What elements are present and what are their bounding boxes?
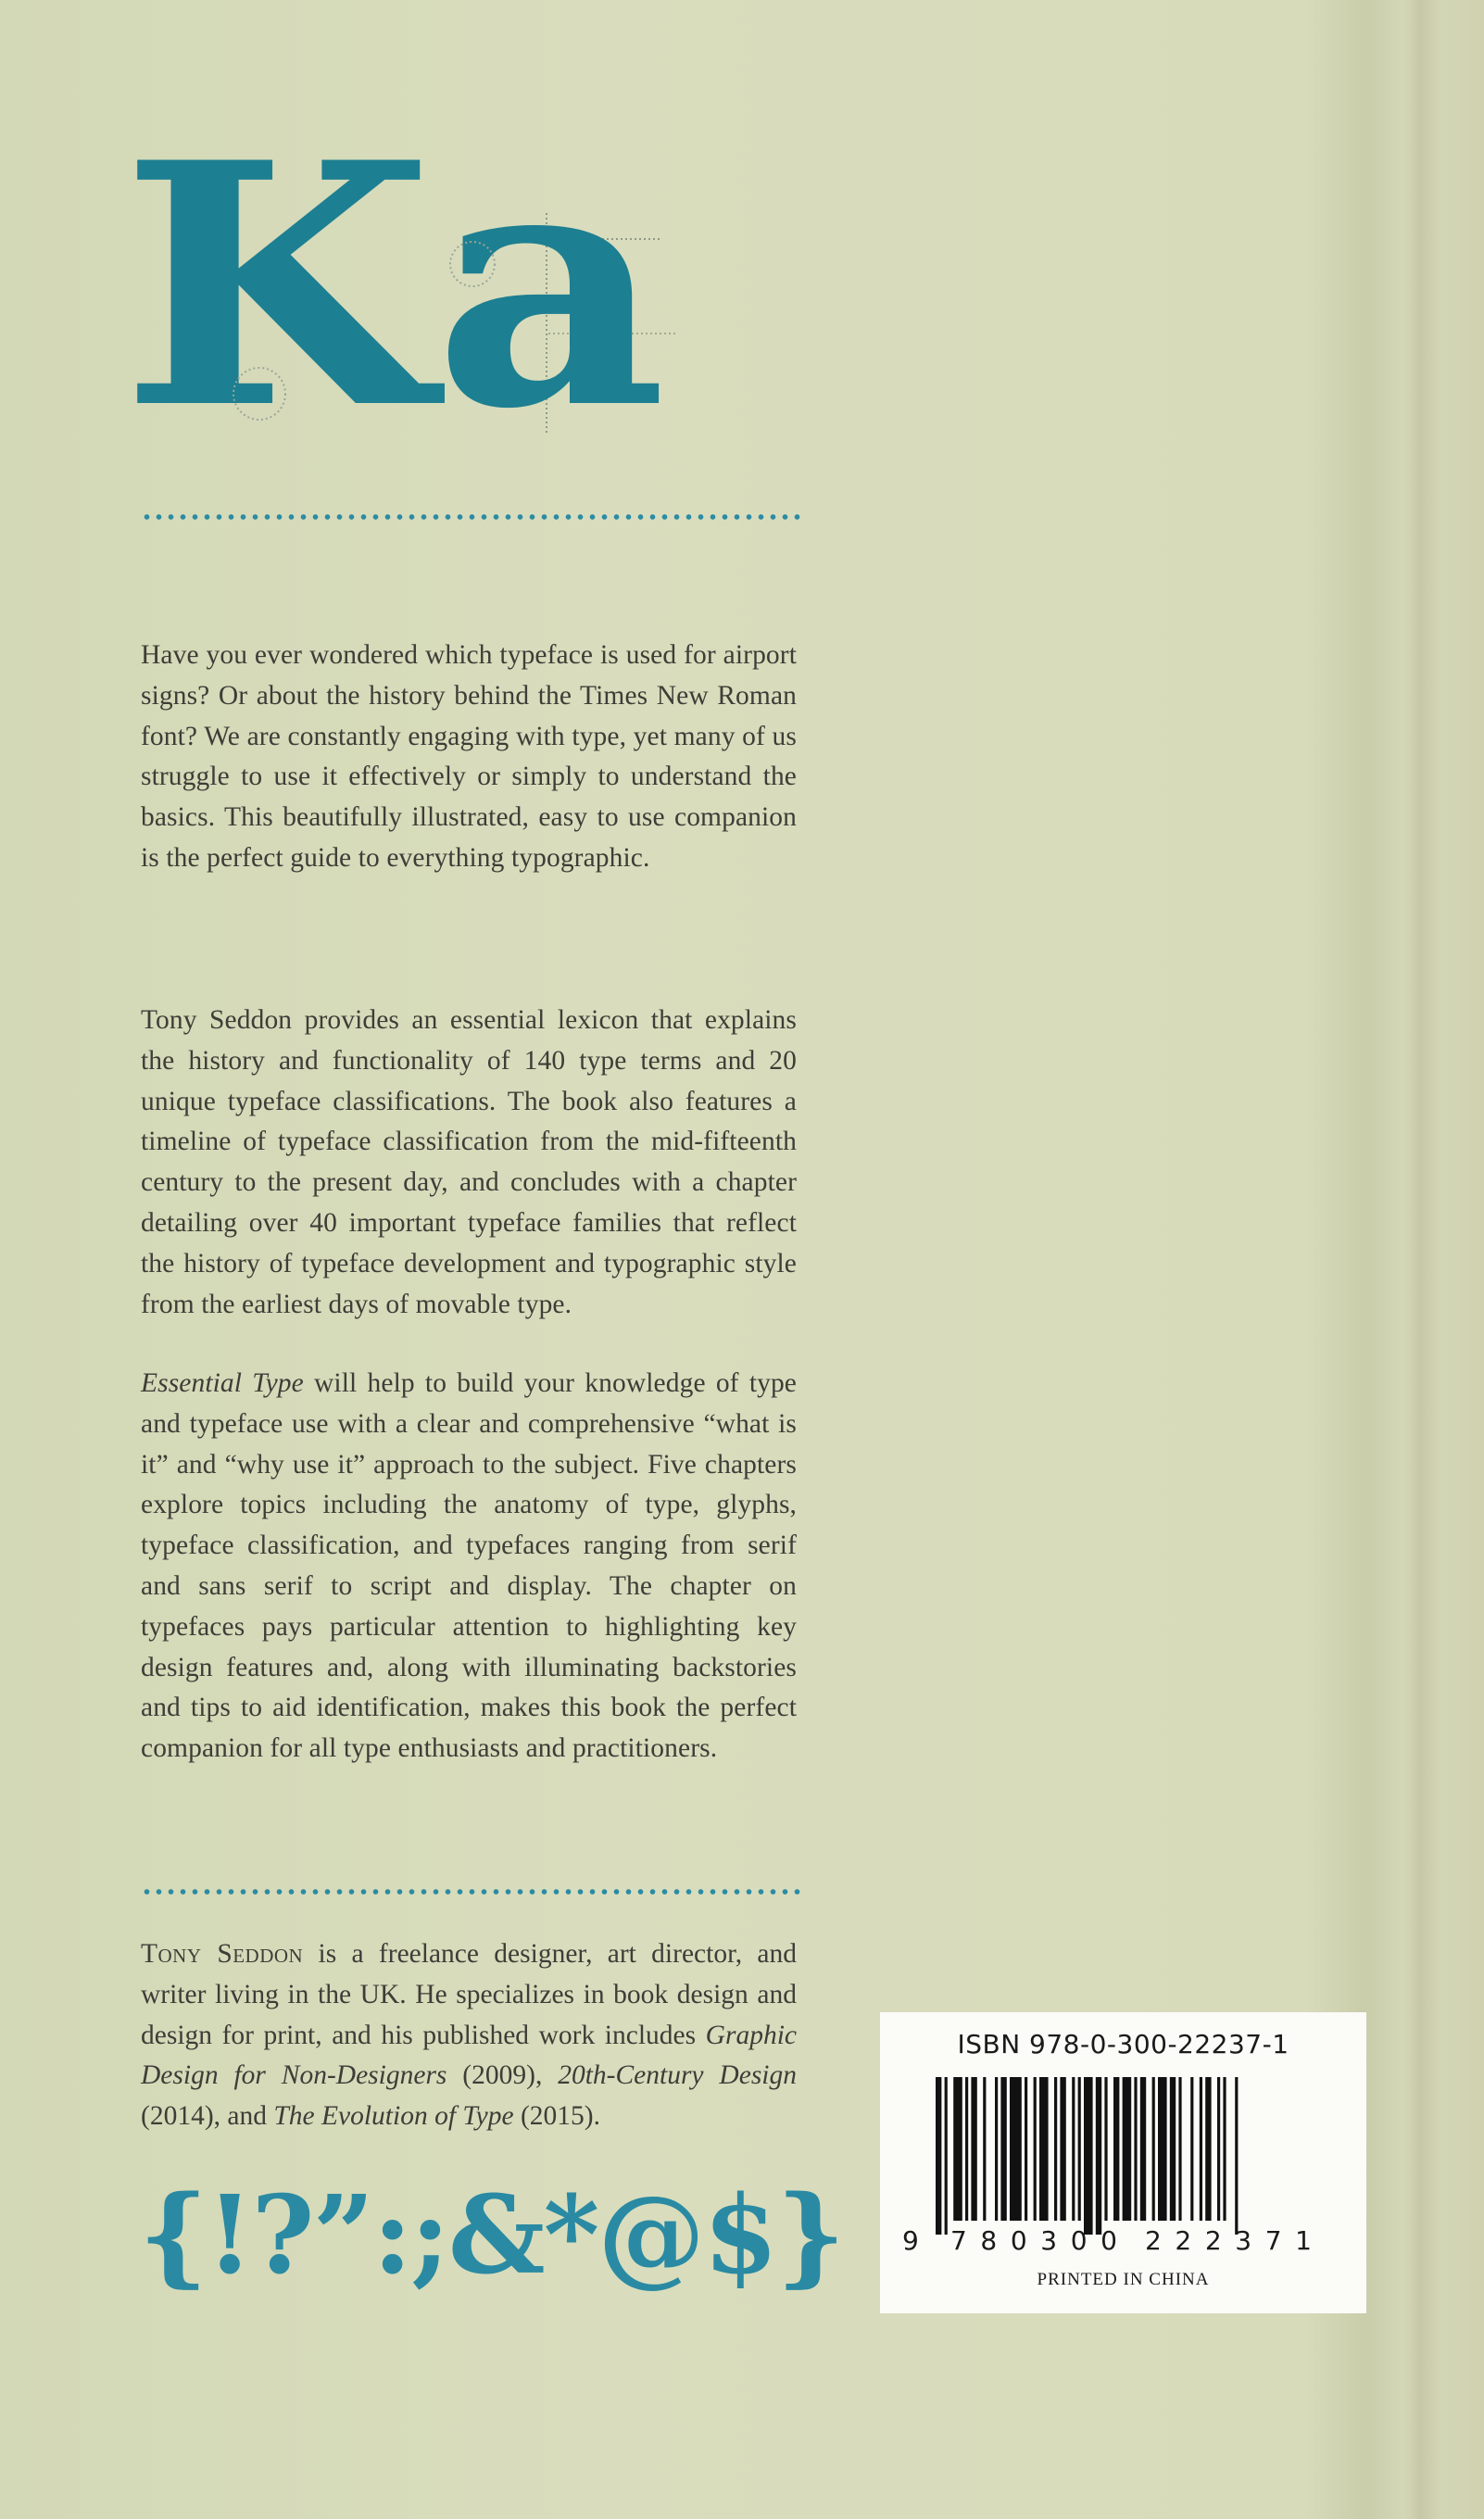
barcode-bar	[1078, 2077, 1081, 2221]
hero-lettering	[120, 93, 695, 463]
barcode-bar	[1178, 2077, 1181, 2221]
barcode-bar	[965, 2077, 968, 2221]
barcode-bar	[1235, 2077, 1238, 2235]
barcode-bar	[1134, 2077, 1137, 2221]
bio-book-3: The Evolution of Type	[273, 2101, 514, 2132]
barcode-bar	[1223, 2077, 1226, 2221]
barcode-digits-left: 780300	[950, 2225, 1117, 2256]
barcode-bar	[1217, 2077, 1220, 2221]
spine-fold	[1403, 0, 1440, 2519]
author-bio	[141, 1934, 797, 2137]
hero-letters: Ka	[120, 93, 667, 463]
barcode-bar	[1025, 2077, 1027, 2221]
barcode-bar	[1054, 2077, 1057, 2221]
blurb-paragraph-1	[141, 636, 797, 879]
hero-svg	[120, 93, 695, 463]
barcode-bar	[1039, 2077, 1049, 2221]
bio-text-1: is a freelance designer, art director, and writer living in the UK. He specializes in book design and design for print, and his published work includes	[141, 1939, 797, 2050]
dotted-rule-bottom	[141, 1887, 800, 1896]
barcode-digit-lead: 9	[902, 2225, 919, 2256]
barcode-bar	[945, 2077, 948, 2235]
dotted-rule-top	[141, 512, 800, 522]
barcode-bar	[1096, 2077, 1101, 2235]
blurb-paragraph-2-text: Tony Seddon provides an essential lexicon that explains the history and functionality of 140 type terms and 20 unique typeface classifications. The book also features a timeline of typeface classification from the mid-fifteenth century to the present day, and concludes with a chapter detailing over 40 important typeface families that reflect the history of typeface development and typographic style from the earliest days of movable type.	[141, 1005, 797, 1319]
barcode-bar	[1200, 2077, 1202, 2221]
barcode-bar	[995, 2077, 998, 2221]
bio-book-1: Graphic Design for Non-Designers	[141, 2020, 797, 2091]
barcode-bar	[953, 2077, 962, 2221]
barcode-bar	[1152, 2077, 1155, 2221]
blurb-paragraph-2	[141, 1001, 797, 1325]
barcode-bar	[1104, 2077, 1107, 2221]
barcode-bar	[1113, 2077, 1119, 2221]
blurb-paragraph-3	[141, 1364, 797, 1770]
isbn-label: ISBN 978-0-300-22237-1	[957, 2029, 1289, 2059]
bio-year-1: (2009),	[446, 2060, 559, 2091]
barcode	[897, 2077, 1351, 2258]
barcode-digits-right: 222371	[1145, 2225, 1312, 2256]
author-name: Tony Seddon	[141, 1939, 304, 1969]
barcode-bar	[971, 2077, 976, 2221]
barcode-bar	[1170, 2077, 1176, 2221]
bio-book-2: 20th-Century Design	[558, 2060, 797, 2091]
glyph-showcase: {!?”:;&*@$}	[139, 2173, 844, 2299]
printed-in-china: PRINTED IN CHINA	[1037, 2270, 1210, 2289]
blurb-paragraph-1-text: Have you ever wondered which typeface is used for airport signs? Or about the history behind the Times New Roman font? We are constantly engaging with type, yet many of us struggle to use it effectively or simply to understand the basics. This beautifully illustrated, easy to use companion is the perfect guide to everything typographic.	[141, 640, 797, 873]
barcode-bar	[1140, 2077, 1146, 2221]
barcode-bar	[1072, 2077, 1075, 2221]
barcode-bar	[936, 2077, 941, 2235]
blurb-paragraph-3-text: will help to build your knowledge of type and typeface use with a clear and comprehensive “what is it” and “why use it” approach to the subject. Five chapters explore topics including the anatomy of type, glyphs, typeface classification, and typefaces ranging from serif and sans serif to script and display. The chapter on typefaces pays particular attention to highlighting key design features and, along with illuminating backstories and tips to aid identification, makes this book the perfect companion for all type enthusiasts and practitioners.	[141, 1368, 798, 1764]
barcode-bar	[983, 2077, 986, 2221]
barcode-panel	[880, 2012, 1366, 2313]
bio-year-3: (2015).	[513, 2101, 600, 2132]
book-title: Essential Type	[141, 1368, 304, 1398]
barcode-bar	[1034, 2077, 1037, 2221]
barcode-bar	[1205, 2077, 1211, 2221]
barcode-bar	[1060, 2077, 1065, 2221]
barcode-bar	[1084, 2077, 1093, 2235]
barcode-bar	[1123, 2077, 1132, 2221]
barcode-bars	[936, 2077, 1238, 2235]
barcode-bar	[1158, 2077, 1167, 2221]
barcode-bar	[1000, 2077, 1006, 2221]
barcode-bar	[1190, 2077, 1193, 2221]
barcode-bar	[1010, 2077, 1022, 2221]
bio-year-2: (2014), and	[141, 2101, 274, 2132]
